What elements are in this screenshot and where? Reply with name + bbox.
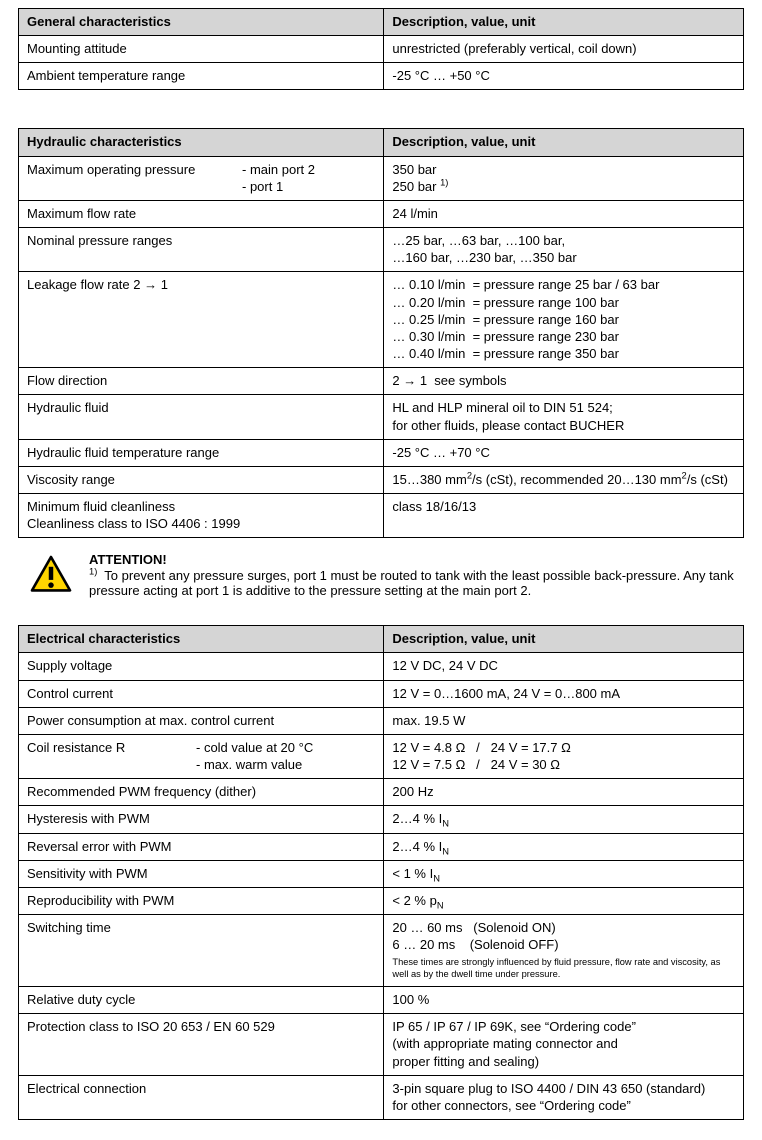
row-label: Nominal pressure ranges: [27, 233, 173, 249]
row-value-cell: [384, 987, 744, 1014]
table-header-row: [19, 129, 744, 156]
row-label: Control current: [27, 685, 113, 701]
row-value: for other fluids, please contact BUCHER: [392, 417, 625, 433]
row-value: 12 V = 7.5 Ω / 24 V = 30 Ω: [392, 757, 560, 773]
table-row: [19, 228, 744, 272]
row-value-cell: [384, 680, 744, 707]
header-desc-cell: [384, 129, 744, 156]
row-value: 250 bar: [392, 178, 441, 194]
row-sublabels: [242, 161, 315, 195]
footnote-marker: 1): [89, 566, 98, 577]
table-row: [19, 653, 744, 680]
row-value: /s (cSt), recommended 20…130 mm: [472, 471, 682, 487]
subscript: N: [442, 846, 449, 857]
table-title: Electrical characteristics: [27, 631, 181, 647]
row-label: Protection class to ISO 20 653 / EN 60 529: [27, 1019, 275, 1035]
row-value: 12 V = 4.8 Ω / 24 V = 17.7 Ω: [392, 739, 571, 755]
row-label: Leakage flow rate 2 → 1: [27, 277, 168, 293]
table-title: Hydraulic characteristics: [27, 134, 182, 150]
header-desc-cell: [384, 9, 744, 36]
table-row: [19, 466, 744, 493]
row-label: Ambient temperature range: [27, 68, 186, 84]
table-row: [19, 987, 744, 1014]
row-value-cell: [384, 439, 744, 466]
row-value: 15…380 mm: [392, 471, 467, 487]
row-value: (with appropriate mating connector and: [392, 1036, 618, 1052]
row-label: Flow direction: [27, 373, 108, 389]
row-value: 3-pin square plug to ISO 4400 / DIN 43 650 (standard): [392, 1080, 706, 1096]
row-value-cell: [384, 493, 744, 537]
row-value-cell: [384, 228, 744, 272]
row-value: … 0.40 l/min = pressure range 350 bar: [392, 346, 619, 362]
row-value-cell: [384, 1014, 744, 1075]
row-label-cell: [19, 1014, 384, 1075]
table-row: [19, 200, 744, 227]
row-value: 2…4 % I: [392, 838, 443, 854]
row-label-cell: [19, 779, 384, 806]
row-value: -25 °C … +50 °C: [392, 68, 490, 84]
row-value: … 0.25 l/min = pressure range 160 bar: [392, 311, 619, 327]
row-value: 24 l/min: [392, 205, 438, 221]
row-label-cell: [19, 36, 384, 63]
row-value-cell: [384, 1075, 744, 1119]
row-label-cell: [19, 915, 384, 987]
row-value: 12 V = 0…1600 mA, 24 V = 0…800 mA: [392, 685, 621, 701]
table-row: [19, 779, 744, 806]
row-label: Hydraulic fluid: [27, 400, 109, 416]
table-row: [19, 734, 744, 778]
row-label: Coil resistance R: [27, 739, 126, 755]
row-value: 350 bar: [392, 161, 437, 177]
row-value: for other connectors, see “Ordering code”: [392, 1097, 631, 1113]
superscript: 2: [466, 470, 473, 481]
subscript: N: [442, 818, 449, 829]
row-label: Recommended PWM frequency (dither): [27, 784, 257, 800]
table-row: [19, 680, 744, 707]
row-label: Power consumption at max. control current: [27, 712, 275, 728]
row-value-cell: [384, 653, 744, 680]
header-desc-label: Description, value, unit: [392, 134, 536, 150]
header-title-cell: [19, 9, 384, 36]
row-label-cell: [19, 653, 384, 680]
row-value-cell: [384, 806, 744, 833]
row-label-cell: [19, 680, 384, 707]
row-value: 20 … 60 ms (Solenoid ON): [392, 920, 556, 935]
row-label: Sensitivity with PWM: [27, 865, 148, 881]
table-row: [19, 860, 744, 887]
row-value-cell: [384, 887, 744, 914]
row-label-cell: [19, 466, 384, 493]
row-value: /s (cSt): [686, 471, 728, 487]
hydraulic-characteristics-table: [18, 128, 744, 538]
table-row: [19, 63, 744, 90]
row-value-cell: [384, 779, 744, 806]
row-value: … 0.30 l/min = pressure range 230 bar: [392, 328, 619, 344]
attention-text-block: [89, 552, 744, 598]
row-value: HL and HLP mineral oil to DIN 51 524;: [392, 400, 613, 416]
row-label: Cleanliness class to ISO 4406 : 1999: [27, 516, 241, 532]
row-value: class 18/16/13: [392, 498, 477, 514]
row-value-cell: [384, 36, 744, 63]
warning-triangle-icon: [30, 552, 72, 593]
row-label: Relative duty cycle: [27, 992, 136, 1008]
table-row: [19, 887, 744, 914]
row-label-cell: [19, 1075, 384, 1119]
table-title: General characteristics: [27, 14, 171, 29]
sublabel: - cold value at 20 °C: [196, 739, 314, 755]
sublabel: - main port 2: [242, 161, 315, 177]
row-value: 12 V DC, 24 V DC: [392, 658, 498, 674]
row-value-cell: [384, 156, 744, 200]
row-label-cell: [19, 368, 384, 395]
superscript: 2: [681, 470, 687, 481]
row-label: Mounting attitude: [27, 41, 127, 57]
row-value-cell: [384, 395, 744, 439]
table-row: [19, 439, 744, 466]
row-value-cell: [384, 915, 744, 987]
row-value: 6 … 20 ms (Solenoid OFF): [392, 937, 559, 953]
row-sublabels: [196, 739, 313, 773]
row-label-cell: [19, 228, 384, 272]
row-label: Minimum fluid cleanliness: [27, 498, 176, 514]
table-row: [19, 368, 744, 395]
table-row: [19, 915, 744, 987]
row-value: …25 bar, …63 bar, …100 bar,: [392, 233, 566, 249]
row-value: 100 %: [392, 992, 430, 1008]
row-value-cell: [384, 63, 744, 90]
row-value: < 2 % p: [392, 892, 437, 908]
row-label: Hysteresis with PWM: [27, 811, 150, 827]
row-label-cell: [19, 707, 384, 734]
row-value-cell: [384, 368, 744, 395]
table-row: [19, 36, 744, 63]
row-label-cell: [19, 833, 384, 860]
header-desc-label: Description, value, unit: [392, 14, 536, 29]
row-label-cell: [19, 860, 384, 887]
subscript: N: [433, 873, 440, 884]
footnote-marker: 1): [440, 177, 449, 188]
row-label: Supply voltage: [27, 658, 113, 674]
row-value: IP 65 / IP 67 / IP 69K, see “Ordering code”: [392, 1019, 636, 1035]
row-value: …160 bar, …230 bar, …350 bar: [392, 250, 577, 266]
table-row: [19, 395, 744, 439]
row-value: unrestricted (preferably vertical, coil down): [392, 41, 637, 57]
table-header-row: [19, 9, 744, 36]
table-row: [19, 156, 744, 200]
row-label: Maximum operating pressure: [27, 161, 196, 177]
row-label: Reversal error with PWM: [27, 838, 172, 854]
row-label-cell: [19, 272, 384, 368]
row-label: Viscosity range: [27, 471, 115, 487]
table-row: [19, 493, 744, 537]
row-label-cell: [19, 63, 384, 90]
row-value: < 1 % I: [392, 865, 434, 881]
row-label-cell: [19, 395, 384, 439]
table-header-row: [19, 626, 744, 653]
row-value-cell: [384, 860, 744, 887]
row-value: … 0.10 l/min = pressure range 25 bar / 63 bar: [392, 277, 660, 293]
attention-body: [89, 568, 740, 598]
attention-title: ATTENTION!: [89, 552, 167, 568]
table-row: [19, 806, 744, 833]
row-label-cell: [19, 493, 384, 537]
row-label: Hydraulic fluid temperature range: [27, 444, 220, 460]
header-desc-cell: [384, 626, 744, 653]
row-label: Maximum flow rate: [27, 205, 137, 221]
row-value: 200 Hz: [392, 784, 434, 800]
row-label-cell: [19, 987, 384, 1014]
table-row: [19, 1075, 744, 1119]
row-value-cell: [384, 734, 744, 778]
row-label-cell: [19, 439, 384, 466]
attention-body-text: To prevent any pressure surges, port 1 must be routed to tank with the least possible back-pressure. Any tank pressure acting at port 1 is additive to the pressure setting at the main port 2.: [89, 568, 738, 599]
table-row: [19, 1014, 744, 1075]
sublabel: - port 1: [242, 178, 284, 194]
row-label-cell: [19, 806, 384, 833]
row-value: max. 19.5 W: [392, 712, 466, 728]
row-value-cell: [384, 272, 744, 368]
row-label: Switching time: [27, 920, 111, 935]
table-row: [19, 272, 744, 368]
row-label-cell: [19, 734, 384, 778]
table-row: [19, 707, 744, 734]
table-row: [19, 833, 744, 860]
row-value: -25 °C … +70 °C: [392, 444, 490, 460]
row-value-cell: [384, 466, 744, 493]
row-label-cell: [19, 887, 384, 914]
attention-note: [30, 552, 744, 598]
electrical-characteristics-table: [18, 625, 744, 1120]
subscript: N: [436, 900, 444, 911]
row-label-cell: [19, 156, 384, 200]
row-value: … 0.20 l/min = pressure range 100 bar: [392, 294, 619, 310]
row-value-cell: [384, 833, 744, 860]
row-value: proper fitting and sealing): [392, 1053, 540, 1069]
row-label: Electrical connection: [27, 1080, 147, 1096]
row-value-cell: [384, 707, 744, 734]
row-label: Reproducibility with PWM: [27, 892, 175, 908]
header-title-cell: [19, 129, 384, 156]
row-value: 2 → 1 see symbols: [392, 373, 507, 389]
general-characteristics-table: [18, 8, 744, 90]
row-value: 2…4 % I: [392, 811, 443, 827]
row-footnote: These times are strongly influenced by fluid pressure, flow rate and viscosity, as well as by the dwell time under pressure.: [392, 957, 723, 980]
row-value-cell: [384, 200, 744, 227]
header-title-cell: [19, 626, 384, 653]
header-desc-label: Description, value, unit: [392, 631, 536, 647]
row-label-cell: [19, 200, 384, 227]
sublabel: - max. warm value: [196, 757, 303, 773]
